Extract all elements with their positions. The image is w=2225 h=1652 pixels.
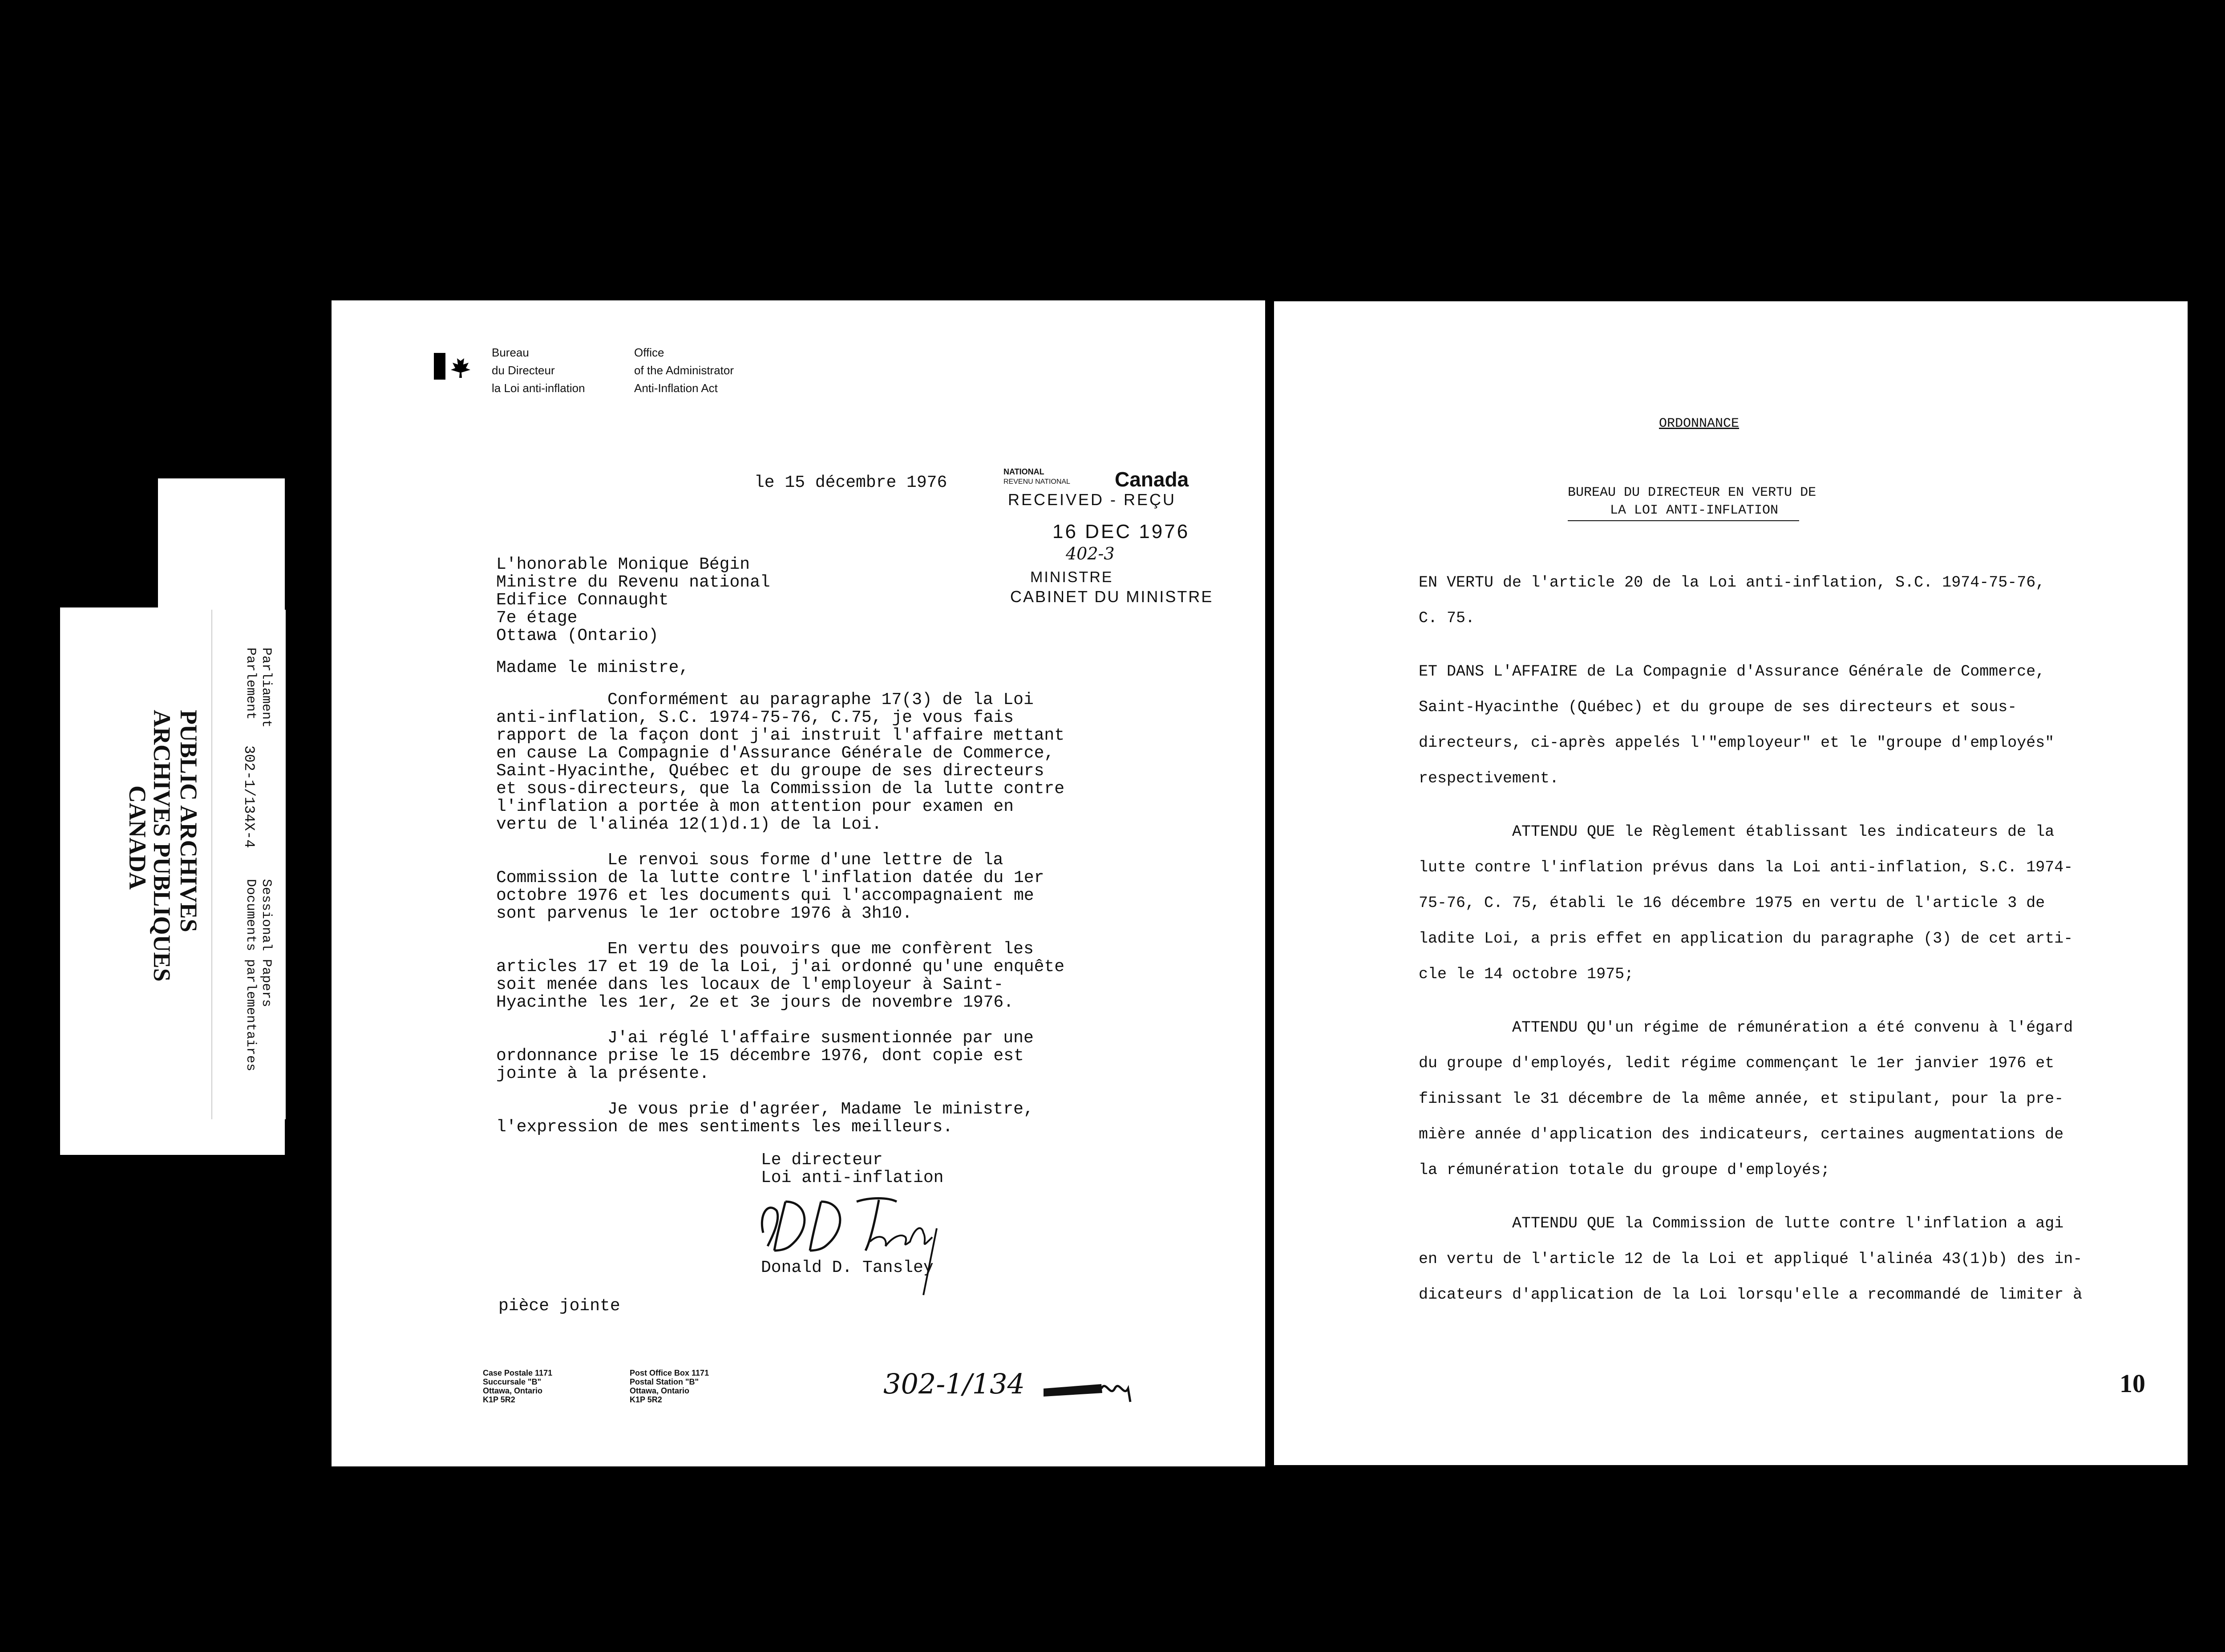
address-line-4: 7e étage xyxy=(496,608,578,628)
letterhead-fr-2: du Directeur xyxy=(492,364,555,377)
order-line-8: lutte contre l'inflation prévus dans la Loi anti-inflation, S.C. 1974- xyxy=(1419,858,2073,876)
footer-en-4: K1P 5R2 xyxy=(630,1395,662,1404)
body-p2-l2: Commission de la lutte contre l'inflation datée du 1er xyxy=(496,868,1044,887)
order-heading-rule xyxy=(1568,520,1799,521)
letter-page xyxy=(332,300,1265,1466)
body-p3-l1: En vertu des pouvoirs que me confèrent les xyxy=(607,939,1034,959)
footer-en-2: Postal Station "B" xyxy=(630,1377,699,1386)
body-p1-l2: anti-inflation, S.C. 1974-75-76, C.75, je vous fais xyxy=(496,708,1014,727)
footer-fr-3: Ottawa, Ontario xyxy=(483,1386,543,1395)
body-p3-l4: Hyacinthe les 1er, 2e et 3e jours de novembre 1976. xyxy=(496,993,1014,1012)
page-number: 10 xyxy=(2120,1369,2145,1398)
order-line-18: en vertu de l'article 12 de la Loi et appliqué l'alinéa 43(1)b) des in- xyxy=(1419,1250,2083,1268)
letterhead-en-1: Office xyxy=(634,346,664,359)
closing-title: Le directeur xyxy=(761,1150,883,1170)
order-line-16: la rémunération totale du groupe d'employés; xyxy=(1419,1161,1830,1179)
order-line-2: C. 75. xyxy=(1419,609,1475,627)
body-p3-l2: articles 17 et 19 de la Loi, j'ai ordonné qu'une enquête xyxy=(496,957,1065,976)
body-p3-l3: soit menée dans les locaux de l'employeur à Saint- xyxy=(496,975,1004,994)
footer-fr-4: K1P 5R2 xyxy=(483,1395,515,1404)
order-line-9: 75-76, C. 75, établi le 16 décembre 1975 en vertu de l'article 3 de xyxy=(1419,894,2045,912)
body-p1-l8: vertu de l'alinéa 12(1)d.1) de la Loi. xyxy=(496,815,882,834)
order-heading-2: LA LOI ANTI-INFLATION xyxy=(1610,503,1779,518)
address-line-5: Ottawa (Ontario) xyxy=(496,626,659,645)
body-p1-l6: et sous-directeurs, que la Commission de la lutte contre xyxy=(496,779,1065,798)
order-line-17: ATTENDU QUE la Commission de lutte contre l'inflation a agi xyxy=(1512,1215,2064,1232)
body-p1-l3: rapport de la façon dont j'ai instruit l'affaire mettant xyxy=(496,726,1065,745)
order-line-7: ATTENDU QUE le Règlement établissant les indicateurs de la xyxy=(1512,823,2055,841)
handwritten-signature xyxy=(745,1184,950,1302)
body-p5-l1: Je vous prie d'agréer, Madame le ministre, xyxy=(607,1100,1034,1119)
archive-label-line-3: CANADA xyxy=(124,786,151,890)
body-p4-l2: ordonnance prise le 15 décembre 1976, dont copie est xyxy=(496,1046,1024,1065)
archive-slip-tab xyxy=(158,478,285,612)
footer-fr-1: Case Postale 1171 xyxy=(483,1369,553,1377)
archive-ref-number: 302-1/134X-4 xyxy=(241,745,257,848)
body-p1-l7: l'inflation a portée à mon attention pour examen en xyxy=(496,797,1014,816)
body-p2-l4: sont parvenus le 1er octobre 1976 à 3h10. xyxy=(496,904,912,923)
handwritten-file-number: 302-1/134 xyxy=(883,1368,1025,1400)
letterhead-fr-1: Bureau xyxy=(492,346,529,359)
order-line-5: directeurs, ci-après appelés l'"employeur" et le "groupe d'employés" xyxy=(1419,734,2055,752)
order-line-12: ATTENDU QU'un régime de rémunération a été convenu à l'égard xyxy=(1512,1019,2073,1037)
letterhead-fr-3: la Loi anti-inflation xyxy=(492,381,585,395)
stamp-cabinet: CABINET DU MINISTRE xyxy=(1010,587,1214,606)
order-line-10: ladite Loi, a pris effet en application du paragraphe (3) de cet arti- xyxy=(1419,930,2073,947)
archive-parliament-fr: Parlement xyxy=(243,648,258,720)
letterhead-en-3: Anti-Inflation Act xyxy=(634,381,718,395)
order-line-19: dicateurs d'application de la Loi lorsqu'elle a recommandé de limiter à xyxy=(1419,1286,2083,1304)
closing-org: Loi anti-inflation xyxy=(761,1168,944,1187)
body-p2-l1: Le renvoi sous forme d'une lettre de la xyxy=(607,850,1003,870)
address-line-3: Edifice Connaught xyxy=(496,591,669,610)
stamp-handwritten: 402-3 xyxy=(1066,544,1115,563)
received-stamp: NATIONAL REVENU NATIONAL Canada RECEIVED - REÇU 16 DEC 1976 402-3 MINISTRE CABINET DU MINISTRE xyxy=(1003,467,1214,606)
address-line-1: L'honorable Monique Bégin xyxy=(496,555,750,574)
footer-en-1: Post Office Box 1171 xyxy=(630,1369,709,1377)
footer-en-3: Ottawa, Ontario xyxy=(630,1386,690,1395)
salutation: Madame le ministre, xyxy=(496,658,689,677)
order-line-14: finissant le 31 décembre de la même année, et stipulant, pour la pre- xyxy=(1419,1090,2064,1108)
canada-flag-logo xyxy=(434,353,474,382)
order-line-15: mière année d'application des indicateurs, certaines augmentations de xyxy=(1419,1126,2064,1143)
letterhead-en-2: of the Administrator xyxy=(634,364,734,377)
body-p1-l5: Saint-Hyacinthe, Québec et du groupe de ses directeurs xyxy=(496,761,1044,781)
redaction-scribble xyxy=(1044,1371,1133,1409)
order-line-13: du groupe d'employés, ledit régime commençant le 1er janvier 1976 et xyxy=(1419,1054,2055,1072)
enclosure-note: pièce jointe xyxy=(498,1296,620,1316)
body-p5-l2: l'expression de mes sentiments les meilleurs. xyxy=(496,1118,953,1137)
archive-label-line-2: ARCHIVES PUBLIQUES xyxy=(149,710,175,982)
order-line-1: EN VERTU de l'article 20 de la Loi anti-inflation, S.C. 1974-75-76, xyxy=(1419,574,2045,591)
order-line-11: cle le 14 octobre 1975; xyxy=(1419,965,1634,983)
body-p2-l3: octobre 1976 et les documents qui l'accompagnaient me xyxy=(496,886,1034,905)
archive-sessional-en: Sessional Papers xyxy=(259,879,274,1008)
address-line-2: Ministre du Revenu national xyxy=(496,573,770,592)
archive-label-line-1: PUBLIC ARCHIVES xyxy=(175,710,202,932)
stamp-canada: Canada xyxy=(1115,468,1189,491)
body-p4-l3: jointe à la présente. xyxy=(496,1064,709,1083)
order-heading-1: BUREAU DU DIRECTEUR EN VERTU DE xyxy=(1568,485,1816,500)
footer-fr-2: Succursale "B" xyxy=(483,1377,542,1386)
stamp-received: RECEIVED - REÇU xyxy=(1008,490,1177,509)
body-p1-l1: Conformément au paragraphe 17(3) de la Loi xyxy=(607,690,1034,709)
body-p1-l4: en cause La Compagnie d'Assurance Générale de Commerce, xyxy=(496,744,1055,763)
order-line-3: ET DANS L'AFFAIRE de La Compagnie d'Assurance Générale de Commerce, xyxy=(1419,663,2045,680)
order-line-4: Saint-Hyacinthe (Québec) et du groupe de ses directeurs et sous- xyxy=(1419,698,2017,716)
archive-parliament-en: Parliament xyxy=(259,648,274,728)
body-p4-l1: J'ai réglé l'affaire susmentionnée par une xyxy=(607,1028,1034,1048)
signatory-name: Donald D. Tansley xyxy=(761,1258,934,1277)
letter-date: le 15 décembre 1976 xyxy=(754,473,947,492)
stamp-date: 16 DEC 1976 xyxy=(1052,521,1190,543)
order-line-6: respectivement. xyxy=(1419,769,1559,787)
order-page xyxy=(1274,301,2188,1465)
archive-sessional-fr: Documents parlementaires xyxy=(243,879,258,1072)
order-title: ORDONNANCE xyxy=(1659,416,1740,431)
